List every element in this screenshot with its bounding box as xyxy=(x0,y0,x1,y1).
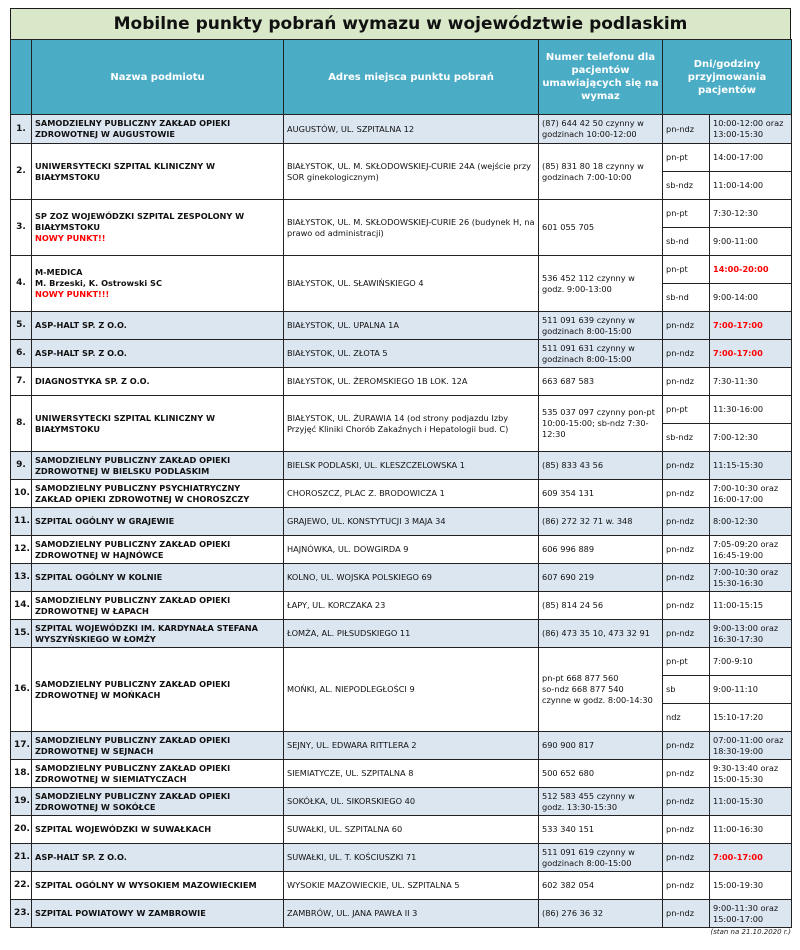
entity-name-text: DIAGNOSTYKA SP. Z O.O. xyxy=(35,376,150,386)
table-row xyxy=(11,452,792,480)
row-number-text: 3. xyxy=(16,222,26,232)
header-hours: Dni/godziny przyjmowania pacjentów xyxy=(663,40,792,115)
phone xyxy=(539,816,663,844)
hours: 11:00-15:15 xyxy=(710,592,792,620)
days: sb xyxy=(663,676,710,704)
row-number-text: 11. xyxy=(14,516,30,526)
row-number-text: 16. xyxy=(14,684,30,694)
phone xyxy=(539,480,663,508)
address xyxy=(284,312,539,340)
row-number xyxy=(11,144,32,200)
entity-name xyxy=(32,144,284,200)
hours: 15:10-17:20 xyxy=(710,704,792,732)
phone xyxy=(539,872,663,900)
phone xyxy=(539,452,663,480)
phone-text: (85) 831 80 18 czynny w godzinach 7:00-10:00 xyxy=(542,160,644,182)
phone xyxy=(539,648,663,732)
phone xyxy=(539,340,663,368)
address xyxy=(284,256,539,312)
entity-name xyxy=(32,872,284,900)
address-text: GRAJEWO, UL. KONSTYTUCJI 3 MAJA 34 xyxy=(287,516,446,526)
row-number xyxy=(11,732,32,760)
entity-name-text: UNIWERSYTECKI SZPITAL KLINICZNY W BIAŁYMSTOKU xyxy=(35,160,216,182)
address-text: WYSOKIE MAZOWIECKIE, UL. SZPITALNA 5 xyxy=(287,880,460,890)
address-text: BIAŁYSTOK, UL. ZŁOTA 5 xyxy=(287,348,388,358)
table-row xyxy=(11,256,792,284)
row-number xyxy=(11,340,32,368)
entity-name-text: SAMODZIELNY PUBLICZNY ZAKŁAD OPIEKI ZDROWOTNEJ W BIELSKU PODLASKIM xyxy=(35,454,231,476)
new-point-badge: NOWY PUNKT!!! xyxy=(35,289,110,299)
address-text: CHOROSZCZ, PLAC Z. BRODOWICZA 1 xyxy=(287,488,445,498)
row-number-text: 23. xyxy=(14,908,30,918)
days: pn-pt xyxy=(663,396,710,424)
hours: 11:00-15:30 xyxy=(710,788,792,816)
address-text: BIAŁYSTOK, UL. UPALNA 1A xyxy=(287,320,399,330)
hours: 8:00-12:30 xyxy=(710,508,792,536)
table-row xyxy=(11,760,792,788)
days: pn-ndz xyxy=(663,452,710,480)
address xyxy=(284,620,539,648)
address xyxy=(284,144,539,200)
phone-text: 535 037 097 czynny pon-pt 10:00-15:00; sb-ndz 7:30-12:30 xyxy=(542,407,655,439)
hours: 7:05-09:20 oraz 16:45-19:00 xyxy=(710,536,792,564)
phone-text: 511 091 619 czynny w godzinach 8:00-15:00 xyxy=(542,846,635,868)
table-row xyxy=(11,648,792,676)
days: pn-pt xyxy=(663,144,710,172)
address xyxy=(284,564,539,592)
entity-name xyxy=(32,844,284,872)
new-point-badge: NOWY PUNKT!! xyxy=(35,233,106,243)
entity-name xyxy=(32,312,284,340)
address xyxy=(284,396,539,452)
hours: 7:30-12:30 xyxy=(710,200,792,228)
entity-name xyxy=(32,256,284,312)
phone xyxy=(539,508,663,536)
address-text: BIAŁYSTOK, UL. ŻURAWIA 14 (od strony podjazdu Izby Przyjęć Kliniki Chorób Zakaźnych i Hepatologii bud. C) xyxy=(287,412,509,434)
address-text: SUWAŁKI, UL. SZPITALNA 60 xyxy=(287,824,403,834)
row-number-text: 12. xyxy=(14,544,30,554)
table-row xyxy=(11,592,792,620)
address xyxy=(284,508,539,536)
phone-text: (86) 272 32 71 w. 348 xyxy=(542,516,633,526)
table-row xyxy=(11,508,792,536)
address xyxy=(284,788,539,816)
hours: 9:30-13:40 oraz 15:00-15:30 xyxy=(710,760,792,788)
address xyxy=(284,648,539,732)
hours: 7:00-12:30 xyxy=(710,424,792,452)
table-row xyxy=(11,144,792,172)
hours: 9:00-11:00 xyxy=(710,228,792,256)
table-row xyxy=(11,816,792,844)
row-number xyxy=(11,536,32,564)
days: sb-ndz xyxy=(663,424,710,452)
row-number-text: 19. xyxy=(14,796,30,806)
entity-name xyxy=(32,816,284,844)
entity-name-text: SZPITAL WOJEWÓDZKI IM. KARDYNAŁA STEFANA WYSZYŃSKIEGO W ŁOMŻY xyxy=(35,622,258,644)
address-text: SIEMIATYCZE, UL. SZPITALNA 8 xyxy=(287,768,414,778)
hours: 7:00-17:00 xyxy=(710,844,792,872)
entity-name-text: SZPITAL OGÓLNY W KOLNIE xyxy=(35,572,163,582)
hours: 7:00-10:30 oraz 15:30-16:30 xyxy=(710,564,792,592)
hours: 11:15-15:30 xyxy=(710,452,792,480)
document xyxy=(10,8,791,936)
table-row xyxy=(11,340,792,368)
phone xyxy=(539,368,663,396)
row-number xyxy=(11,368,32,396)
hours: 11:30-16:00 xyxy=(710,396,792,424)
phone xyxy=(539,536,663,564)
row-number-text: 14. xyxy=(14,600,30,610)
table-row xyxy=(11,788,792,816)
phone xyxy=(539,592,663,620)
entity-name xyxy=(32,900,284,928)
row-number xyxy=(11,200,32,256)
phone-text: 511 091 639 czynny w godzinach 8:00-15:00 xyxy=(542,314,635,336)
row-number-text: 18. xyxy=(14,768,30,778)
phone-text: 536 452 112 czynny w godz. 9:00-13:00 xyxy=(542,272,635,294)
phone-text: 609 354 131 xyxy=(542,488,595,498)
phone xyxy=(539,900,663,928)
phone-text: 601 055 705 xyxy=(542,222,595,232)
header-name: Nazwa podmiotu xyxy=(32,40,284,115)
address-text: BIAŁYSTOK, UL. M. SKŁODOWSKIEJ-CURIE 26 (budynek H, na prawo od administracji) xyxy=(287,216,535,238)
collection-points-table xyxy=(10,39,792,928)
address xyxy=(284,368,539,396)
entity-name-text: SAMODZIELNY PUBLICZNY ZAKŁAD OPIEKI ZDROWOTNEJ W SIEMIATYCZACH xyxy=(35,762,231,784)
row-number xyxy=(11,256,32,312)
entity-name xyxy=(32,340,284,368)
days: pn-pt xyxy=(663,256,710,284)
address-text: ŁAPY, UL. KORCZAKA 23 xyxy=(287,600,386,610)
row-number xyxy=(11,452,32,480)
entity-name-text: SAMODZIELNY PUBLICZNY ZAKŁAD OPIEKI ZDROWOTNEJ W ŁAPACH xyxy=(35,594,231,616)
hours: 11:00-16:30 xyxy=(710,816,792,844)
phone-text: (85) 814 24 56 xyxy=(542,600,604,610)
address xyxy=(284,480,539,508)
address-text: SUWAŁKI, UL. T. KOŚCIUSZKI 71 xyxy=(287,852,417,862)
table-row xyxy=(11,900,792,928)
row-number-text: 7. xyxy=(16,376,26,386)
table-row xyxy=(11,536,792,564)
header-row xyxy=(11,40,792,115)
row-number-text: 8. xyxy=(16,418,26,428)
hours: 7:00-9:10 xyxy=(710,648,792,676)
row-number xyxy=(11,396,32,452)
table-row xyxy=(11,368,792,396)
table-row xyxy=(11,564,792,592)
days: pn-ndz xyxy=(663,872,710,900)
entity-name-text: SAMODZIELNY PUBLICZNY ZAKŁAD OPIEKI ZDROWOTNEJ W SEJNACH xyxy=(35,734,231,756)
phone xyxy=(539,844,663,872)
hours: 9:00-11:30 oraz 15:00-17:00 xyxy=(710,900,792,928)
days: pn-ndz xyxy=(663,760,710,788)
address xyxy=(284,732,539,760)
row-number xyxy=(11,900,32,928)
entity-name xyxy=(32,732,284,760)
row-number-text: 17. xyxy=(14,740,30,750)
entity-name xyxy=(32,592,284,620)
entity-name-text: SZPITAL WOJEWÓDZKI W SUWAŁKACH xyxy=(35,824,212,834)
row-number-text: 9. xyxy=(16,460,26,470)
row-number xyxy=(11,564,32,592)
address-text: KOLNO, UL. WOJSKA POLSKIEGO 69 xyxy=(287,572,432,582)
phone-text: (87) 644 42 50 czynny w godzinach 10:00-12:00 xyxy=(542,118,644,139)
entity-name xyxy=(32,115,284,144)
address-text: BIAŁYSTOK, UL. M. SKŁODOWSKIEJ-CURIE 24A (wejście przy SOR ginekologicznym) xyxy=(287,160,531,182)
phone xyxy=(539,564,663,592)
hours: 15:00-19:30 xyxy=(710,872,792,900)
address xyxy=(284,872,539,900)
phone xyxy=(539,788,663,816)
address-text: ZAMBRÓW, UL. JANA PAWŁA II 3 xyxy=(287,908,418,918)
row-number-text: 13. xyxy=(14,572,30,582)
days: sb-ndz xyxy=(663,172,710,200)
address xyxy=(284,340,539,368)
entity-name-text: SAMODZIELNY PUBLICZNY PSYCHIATRYCZNY ZAKŁAD OPIEKI ZDROWOTNEJ W CHOROSZCZY xyxy=(35,482,250,504)
entity-name-text: SAMODZIELNY PUBLICZNY ZAKŁAD OPIEKI ZDROWOTNEJ W SOKÓŁCE xyxy=(35,790,231,812)
days: pn-ndz xyxy=(663,844,710,872)
address xyxy=(284,200,539,256)
hours: 7:00-17:00 xyxy=(710,340,792,368)
phone-text: 500 652 680 xyxy=(542,768,595,778)
entity-name-text: SZPITAL OGÓLNY W GRAJEWIE xyxy=(35,516,175,526)
days: ndz xyxy=(663,704,710,732)
row-number-text: 21. xyxy=(14,852,30,862)
hours: 7:00-10:30 oraz 16:00-17:00 xyxy=(710,480,792,508)
days: pn-ndz xyxy=(663,480,710,508)
address xyxy=(284,760,539,788)
phone xyxy=(539,200,663,256)
row-number-text: 22. xyxy=(14,880,30,890)
entity-name xyxy=(32,648,284,732)
row-number-text: 15. xyxy=(14,628,30,638)
entity-name xyxy=(32,508,284,536)
row-number-text: 4. xyxy=(16,278,26,288)
entity-name xyxy=(32,564,284,592)
entity-name-text: ASP-HALT SP. Z O.O. xyxy=(35,852,127,862)
entity-name-text: SZPITAL POWIATOWY W ZAMBROWIE xyxy=(35,908,206,918)
days: pn-ndz xyxy=(663,816,710,844)
row-number-text: 6. xyxy=(16,348,26,358)
days: pn-pt xyxy=(663,200,710,228)
phone-text: (85) 833 43 56 xyxy=(542,460,604,470)
days: pn-ndz xyxy=(663,620,710,648)
phone-text: (86) 276 36 32 xyxy=(542,908,604,918)
address-text: AUGUSTÓW, UL. SZPITALNA 12 xyxy=(287,123,415,134)
entity-name-text: SAMODZIELNY PUBLICZNY ZAKŁAD OPIEKI ZDROWOTNEJ W AUGUSTOWIE xyxy=(35,118,231,139)
header-address: Adres miejsca punktu pobrań xyxy=(284,40,539,115)
days: pn-pt xyxy=(663,648,710,676)
hours: 7:30-11:30 xyxy=(710,368,792,396)
row-number-text: 1. xyxy=(16,123,26,134)
entity-name-text: SAMODZIELNY PUBLICZNY ZAKŁAD OPIEKI ZDROWOTNEJ W MOŃKACH xyxy=(35,678,231,700)
row-number xyxy=(11,788,32,816)
days: pn-ndz xyxy=(663,508,710,536)
table-row xyxy=(11,620,792,648)
days: pn-ndz xyxy=(663,592,710,620)
entity-name-text: SZPITAL OGÓLNY W WYSOKIEM MAZOWIECKIEM xyxy=(35,880,257,890)
hours: 9:00-14:00 xyxy=(710,284,792,312)
address xyxy=(284,115,539,144)
address xyxy=(284,452,539,480)
table-row xyxy=(11,872,792,900)
address xyxy=(284,844,539,872)
phone-text: 533 340 151 xyxy=(542,824,595,834)
phone xyxy=(539,312,663,340)
table-row xyxy=(11,396,792,424)
row-number xyxy=(11,844,32,872)
days: pn-ndz xyxy=(663,732,710,760)
row-number-text: 20. xyxy=(14,824,30,834)
table-row xyxy=(11,200,792,228)
days: pn-ndz xyxy=(663,788,710,816)
entity-name xyxy=(32,480,284,508)
days: pn-ndz xyxy=(663,115,710,144)
row-number xyxy=(11,480,32,508)
header-number xyxy=(11,40,32,115)
address xyxy=(284,816,539,844)
hours: 07:00-11:00 oraz 18:30-19:00 xyxy=(710,732,792,760)
address-text: HAJNÓWKA, UL. DOWGIRDA 9 xyxy=(287,544,409,554)
entity-name-text: ASP-HALT SP. Z O.O. xyxy=(35,348,127,358)
address-text: BIAŁYSTOK, UL. ŻEROMSKIEGO 1B LOK. 12A xyxy=(287,376,468,386)
address-text: ŁOMŻA, AL. PIŁSUDSKIEGO 11 xyxy=(287,628,411,638)
row-number xyxy=(11,760,32,788)
row-number xyxy=(11,312,32,340)
row-number xyxy=(11,816,32,844)
phone xyxy=(539,115,663,144)
phone-text: 512 583 455 czynny w godz. 13:30-15:30 xyxy=(542,790,635,812)
entity-name-text: M-MEDICA M. Brzeski, K. Ostrowski SC xyxy=(35,267,162,288)
address-text: SEJNY, UL. EDWARA RITTLERA 2 xyxy=(287,740,417,750)
row-number-text: 10. xyxy=(14,488,30,498)
hours: 7:00-17:00 xyxy=(710,312,792,340)
phone xyxy=(539,760,663,788)
days: pn-ndz xyxy=(663,312,710,340)
row-number xyxy=(11,620,32,648)
phone xyxy=(539,732,663,760)
days: pn-ndz xyxy=(663,536,710,564)
entity-name xyxy=(32,368,284,396)
table-row xyxy=(11,115,792,144)
row-number xyxy=(11,592,32,620)
days: sb-nd xyxy=(663,228,710,256)
entity-name xyxy=(32,452,284,480)
days: pn-ndz xyxy=(663,368,710,396)
phone xyxy=(539,256,663,312)
address-text: BIELSK PODLASKI, UL. KLESZCZELOWSKA 1 xyxy=(287,460,465,470)
hours: 14:00-20:00 xyxy=(710,256,792,284)
phone-text: 607 690 219 xyxy=(542,572,595,582)
table-row xyxy=(11,732,792,760)
entity-name xyxy=(32,788,284,816)
entity-name-text: ASP-HALT SP. Z O.O. xyxy=(35,320,127,330)
hours: 9:00-13:00 oraz 16:30-17:30 xyxy=(710,620,792,648)
row-number-text: 5. xyxy=(16,320,26,330)
days: pn-ndz xyxy=(663,900,710,928)
address-text: BIAŁYSTOK, UL. SŁAWIŃSKIEGO 4 xyxy=(287,278,424,288)
hours: 11:00-14:00 xyxy=(710,172,792,200)
address xyxy=(284,592,539,620)
phone-text: 606 996 889 xyxy=(542,544,595,554)
entity-name-text: SP ZOZ WOJEWÓDZKI SZPITAL ZESPOLONY W BIAŁYMSTOKU xyxy=(35,211,245,232)
row-number xyxy=(11,115,32,144)
row-number xyxy=(11,648,32,732)
address xyxy=(284,536,539,564)
days: pn-ndz xyxy=(663,564,710,592)
entity-name-text: UNIWERSYTECKI SZPITAL KLINICZNY W BIAŁYMSTOKU xyxy=(35,412,216,434)
phone-text: pn-pt 668 877 560 so-ndz 668 877 540 czynne w godz. 8:00-14:30 xyxy=(542,673,653,705)
table-row xyxy=(11,844,792,872)
entity-name-text: SAMODZIELNY PUBLICZNY ZAKŁAD OPIEKI ZDROWOTNEJ W HAJNÓWCE xyxy=(35,538,231,560)
phone-text: 690 900 817 xyxy=(542,740,595,750)
phone-text: (86) 473 35 10, 473 32 91 xyxy=(542,628,650,638)
table-row xyxy=(11,480,792,508)
days: sb-nd xyxy=(663,284,710,312)
entity-name xyxy=(32,200,284,256)
phone xyxy=(539,620,663,648)
entity-name xyxy=(32,760,284,788)
table-row xyxy=(11,312,792,340)
entity-name xyxy=(32,536,284,564)
footnote: (stan na 21.10.2020 r.) xyxy=(710,928,791,936)
address xyxy=(284,900,539,928)
phone xyxy=(539,144,663,200)
header-phone: Numer telefonu dla pacjentów umawiających się na wymaz xyxy=(539,40,663,115)
row-number xyxy=(11,508,32,536)
phone xyxy=(539,396,663,452)
address-text: SOKÓŁKA, UL. SIKORSKIEGO 40 xyxy=(287,796,416,806)
hours: 10:00-12:00 oraz 13:00-15:30 xyxy=(710,115,792,144)
hours: 14:00-17:00 xyxy=(710,144,792,172)
address-text: MOŃKI, AL. NIEPODLEGŁOŚCI 9 xyxy=(287,684,415,694)
entity-name xyxy=(32,396,284,452)
phone-text: 511 091 631 czynny w godzinach 8:00-15:00 xyxy=(542,342,635,364)
phone-text: 663 687 583 xyxy=(542,376,595,386)
page-title: Mobilne punkty pobrań wymazu w województwie podlaskim xyxy=(10,8,791,39)
row-number-text: 2. xyxy=(16,166,26,176)
days: pn-ndz xyxy=(663,340,710,368)
entity-name xyxy=(32,620,284,648)
phone-text: 602 382 054 xyxy=(542,880,595,890)
row-number xyxy=(11,872,32,900)
hours: 9:00-11:10 xyxy=(710,676,792,704)
